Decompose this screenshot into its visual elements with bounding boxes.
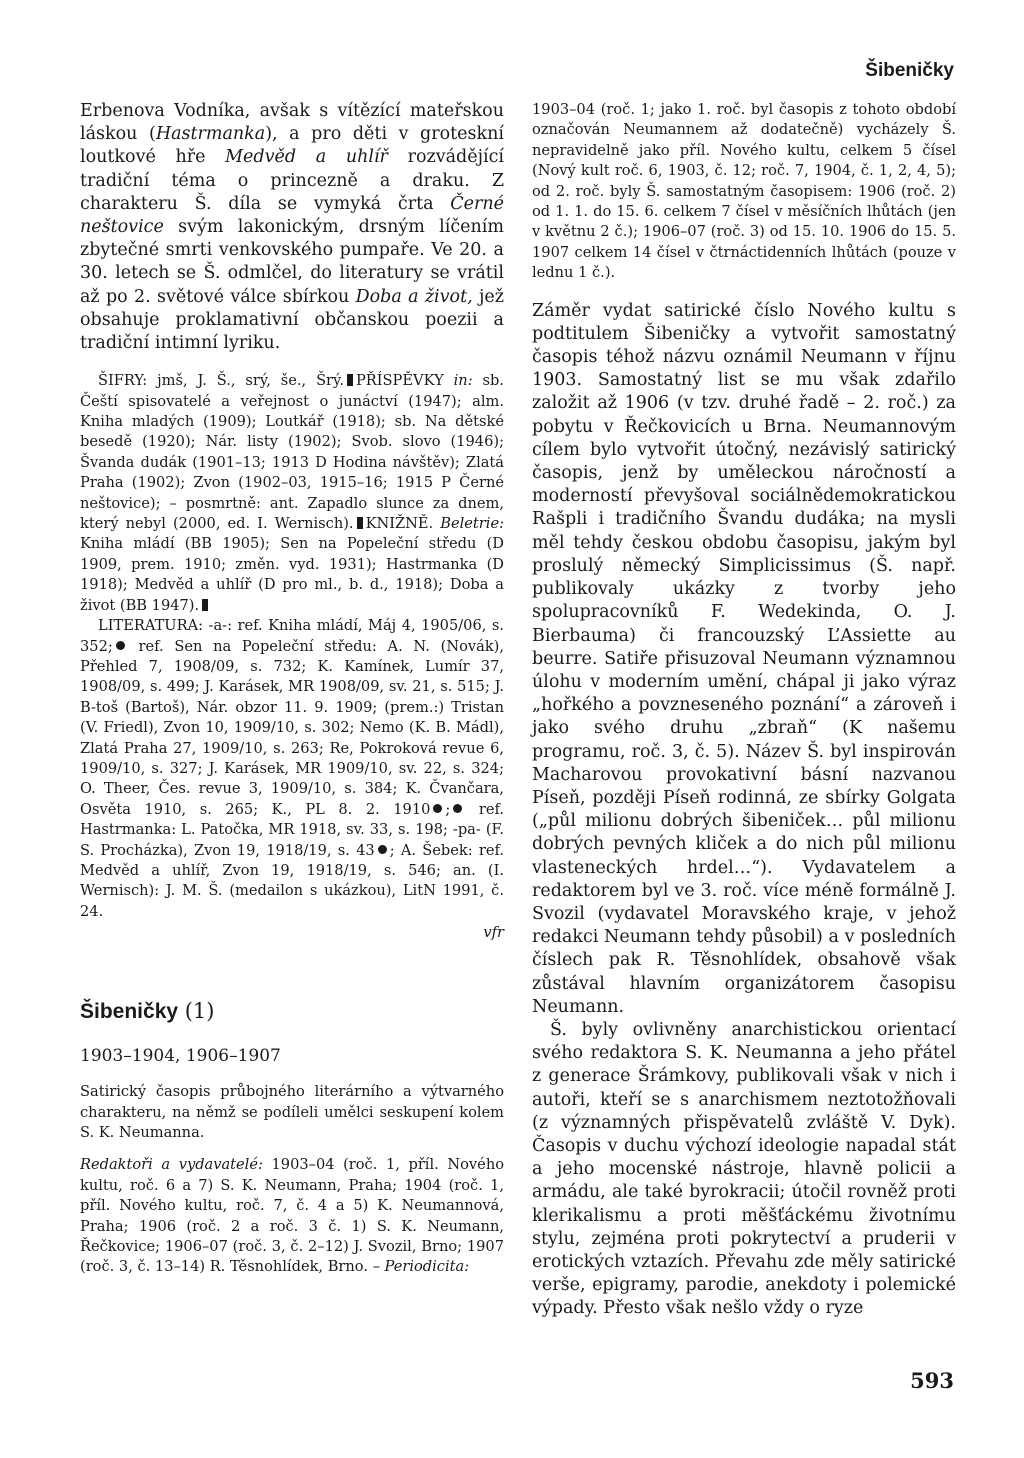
entry-dates: 1903–1904, 1906–1907	[80, 1046, 281, 1067]
literature-paragraph: LITERATURA: -a-: ref. Kniha mládí, Máj 4, 1905/06, s. 352; ref. Sen na Popeleční středu: A. N. (Novák), Přehled 7, 1908/09, s. 732; K. Kamínek, Lumír 37, 1908/09, s. 499; J. Karásek, MR 1908/09, sv. 21, s. 515; J. B-toš (Bartoš), Nár. obzor 11. 9. 1909; (prem.:) Tristan (V. Friedl), Zvon 10, 1909/10, s. 302; Nemo (K. B. Mádl), Zlatá Praha 27, 1909/10, s. 263; Re, Pokroková revue 6, 1909/10, s. 327; J. Karásek, MR 1909/10, sv. 22, s. 324; O. Theer, Čes. revue 3, 1909/10, s. 384; K. Čvančara, Osvěta 1910, s. 265; K., PL 8. 2. 1910 ; ref. Hastrmanka: L. Patočka, MR 1918, sv. 33, s. 198; -pa- (F. S. Procházka), Zvon 19, 1918/19, s. 43 ; A. Šebek: ref. Medvěd a uhlíř, Zvon 19, 1918/19, s. 546; an. (I. Wernisch): J. M. Š. (medailon s ukázkou), LitN 1991, č. 24.	[80, 617, 504, 920]
bullet-icon	[453, 804, 462, 813]
entry-heading	[80, 999, 504, 1024]
bullet-icon	[116, 641, 125, 650]
section-mark-icon	[202, 599, 208, 611]
bullet-icon	[378, 845, 387, 854]
author-signature: vfr	[483, 924, 504, 942]
entry-description: Satirický časopis průbojného literárního a výtvarného charakteru, na němž se podíleli umělci seskupení kolem S. K. Neumanna.	[80, 1083, 504, 1142]
bibliography-paragraph: ŠIFRY: jmš, J. Š., srý, še., Šrý. PŘÍSPĚVKY in: sb. Čeští spisovatelé a veřejnost o junáctví (1947); alm. Kniha mladých (1909); Loutkář (1918); sb. Na dětské besedě (1920); Nár. listy (1902); Svob. slovo (1946); Švanda dudák (1901–13; 1913 D Hodina návštěv); Zlatá Praha (1902); Zvon (1902–03, 1915–16; 1915 P Černé neštovice); – posmrtně: ant. Zapadlo slunce za dnem, který nebyl (2000, ed. I. Wernisch). KNIŽNĚ. Beletrie: Kniha mládí (BB 1905); Sen na Popeleční středu (D 1909, prem. 1910; změn. vyd. 1931); Hastrmanka (D 1918); Medvěd a uhlíř (D pro ml., b. d., 1918); Doba a život (BB 1947).	[80, 372, 504, 614]
running-head: Šibeničky	[865, 60, 954, 81]
history-paragraph: Záměr vydat satirické číslo Nového kultu s podtitulem Šibeničky a vytvořit samostatný časopis téhož názvu oznámil Neumann v říjnu 1903. Samostatný list se mu však zdařilo založit až 1906 (v tzv. druhé řadě – 2. roč.) za pobytu v Řečkovicích u Brna. Neumannovým cílem bylo vytvořit útočný, nezávislý satirický časopis, jenž by uměleckou náročností a moderností převyšoval sociálnědemokratickou Rašpli i tradičního Švandu dudáka; na mysli měl tehdy českou obdobu časopisu, jakým byl proslulý německý Simplicissimus (Š. např. publikovaly ukázky z tvorby jeho spolupracovníků F. Wedekinda, O. J. Bierbauma) či francouzský L’Assiette au beurre. Satiře přisuzoval Neumann významnou úlohu v moderním umění, chápal ji jako výraz „hořkého a povzneseného poznání“ a zároveň i jako svého druhu „zbraň“ (K našemu programu, roč. 3, č. 5). Název Š. byl inspirován Macharovou provokativní básní nazvanou Píseň, později Píseň rodinná, ze sbírky Golgata („půl milionu dobrých šibeniček… půl milionu dobrých pevných kliček a do nich půl milionu vlasteneckých hrdel…“). Vydavatelem a redaktorem byl ve 3. roč. více méně formálně J. Svozil (vydavatel Moravského kraje, v jehož redakci Neumann tehdy působil) a v posledních číslech pak R. Těsnohlídek, obsahově však zůstával hlavním organizátorem časopisu Neumann.	[532, 300, 956, 1017]
section-mark-icon	[357, 517, 363, 529]
entry-editors: Redaktoři a vydavatelé: 1903–04 (roč. 1, příl. Nového kultu, roč. 6 a 7) S. K. Neumann, Praha; 1904 (roč. 1, příl. Nového kultu, roč. 7, č. 4 a 5) K. Neumannová, Praha; 1906 (roč. 2 a roč. 3 č. 1) S. K. Neumann, Řečkovice; 1906–07 (roč. 3, č. 2–12) J. Svozil, Brno; 1907 (roč. 3, č. 13–14) R. Těsnohlídek, Brno. – Periodicita:	[80, 1156, 505, 1276]
periodicity-paragraph: 1903–04 (roč. 1; jako 1. roč. byl časopis z tohoto období označován Neumannem až dodatečně) vycházely Š. nepravidelně jako příl. Nového kultu, celkem 5 čísel (Nový kult roč. 6, 1903, č. 12; roč. 7, 1904, č. 1, 2, 4, 5); od 2. roč. byly Š. samostatným časopisem: 1906 (roč. 2) od 1. 1. do 15. 6. celkem 7 čísel v měsíčních lhůtách (jen v květnu 2 č.); 1906–07 (roč. 3) od 15. 10. 1906 do 15. 5. 1907 celkem 14 čísel v čtrnáctidenních lhůtách (pouze v lednu 1 č.).	[532, 101, 956, 282]
entry-headword: Šibeničky	[80, 1000, 179, 1024]
right-column	[532, 100, 956, 1321]
left-column	[80, 100, 504, 1278]
bullet-icon	[433, 804, 442, 813]
entry-number: (1)	[178, 999, 215, 1024]
section-mark-icon	[347, 374, 353, 386]
biography-paragraph: Erbenova Vodníka, avšak s vítězící mateřskou láskou (Hastrmanka), a pro děti v groteskní loutkové hře Medvěd a uhlíř rozvádějící tradiční téma o princezně a draku. Z charakteru Š. díla se vymyká črta Černé neštovice svým lakonickým, drsným líčením zbytečné smrti venkovského pumpaře. Ve 20. a 30. letech se Š. odmlčel, do literatury se vrátil až po 2. světové válce sbírkou Doba a život, jež obsahuje proklamativní občanskou poezii a tradiční intimní lyriku.	[80, 101, 505, 354]
page-number: 593	[910, 1368, 954, 1393]
orientation-paragraph: Š. byly ovlivněny anarchistickou orientací svého redaktora S. K. Neumanna a jeho přátel z generace Šrámkovy, publikovali však v nich i autoři, kteří se s anarchismem neztotožňovali (z významných přispěvatelů zvláště V. Dyk). Časopis v duchu výchozí ideologie napadal stát a jeho mocenské nástroje, hlavně policii a armádu, ale také byrokracii; útočil rovněž proti klerikalismu a proti měšťáckému životnímu stylu, zejména proti pokrytectví a pruderii v erotických vztazích. Převahu zde měly satirické verše, epigramy, parodie, anekdoty i polemické výpady. Přesto však nešlo vždy o ryze	[532, 1019, 956, 1319]
